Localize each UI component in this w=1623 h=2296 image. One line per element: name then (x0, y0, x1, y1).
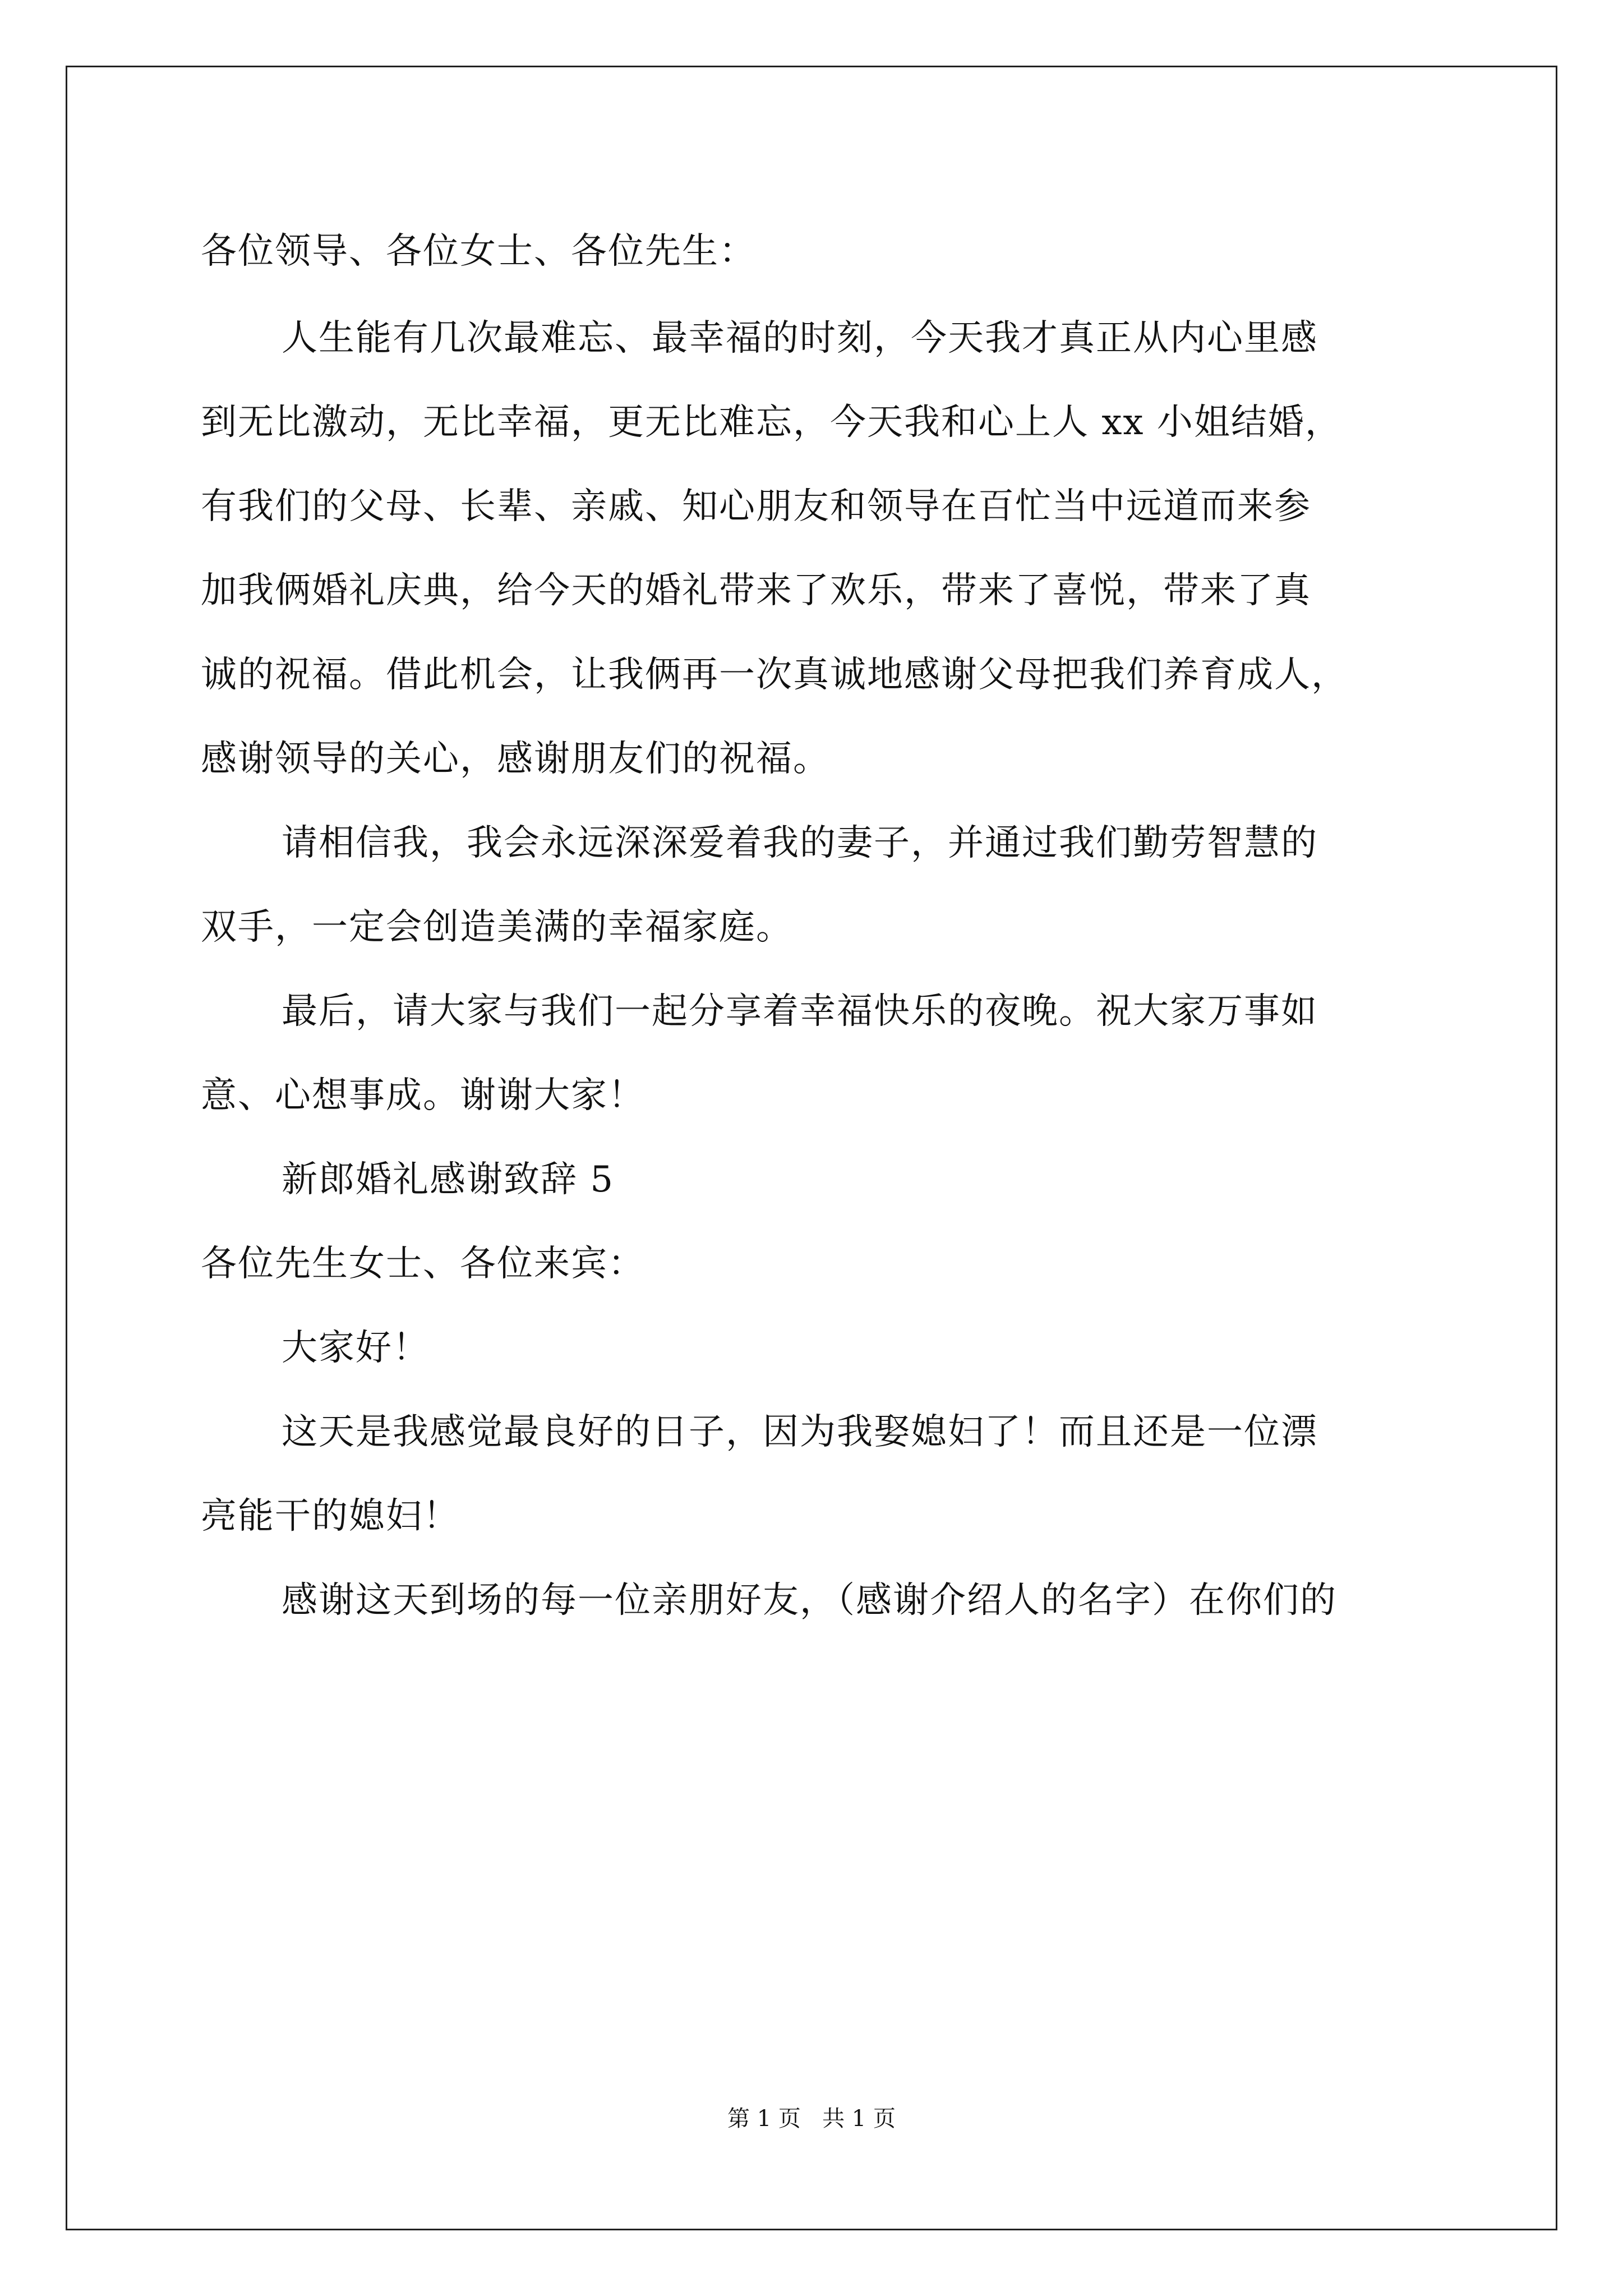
paragraph-line: 双手，一定会创造美满的幸福家庭。 (201, 907, 793, 948)
paragraph-line: 诚的祝福。借此机会，让我俩再一次真诚地感谢父母把我们养育成人， (201, 654, 1348, 696)
paragraph-line: 有我们的父母、长辈、亲戚、知心朋友和领导在百忙当中远道而来参 (201, 486, 1311, 527)
paragraph-line: 这天是我感觉最良好的日子，因为我娶媳妇了！而且还是一位漂 (282, 1411, 1318, 1453)
salutation-line: 各位先生女士、各位来宾： (201, 1243, 645, 1285)
paragraph-line: 到无比激动，无比幸福，更无比难忘，今天我和心上人 xx 小姐结婚， (201, 402, 1342, 443)
paragraph-line: 感谢这天到场的每一位亲朋好友，（感谢介绍人的名字）在你们的 (282, 1580, 1337, 1621)
page-border (66, 66, 1557, 2230)
page-number-footer: 第 1 页 共 1 页 (727, 2106, 896, 2132)
paragraph-line: 意、心想事成。谢谢大家！ (201, 1075, 645, 1116)
paragraph-line: 请相信我，我会永远深深爱着我的妻子，并通过我们勤劳智慧的 (282, 822, 1318, 864)
paragraph-line: 亮能干的媳妇！ (201, 1496, 460, 1537)
paragraph-line: 人生能有几次最难忘、最幸福的时刻，今天我才真正从内心里感 (282, 318, 1318, 359)
salutation-line: 各位领导、各位女士、各位先生： (201, 231, 756, 272)
paragraph-line: 感谢领导的关心，感谢朋友们的祝福。 (201, 738, 830, 780)
paragraph-line: 最后，请大家与我们一起分享着幸福快乐的夜晚。祝大家万事如 (282, 991, 1318, 1032)
paragraph-line: 大家好！ (282, 1327, 430, 1369)
paragraph-line: 加我俩婚礼庆典，给今天的婚礼带来了欢乐，带来了喜悦，带来了真 (201, 570, 1311, 611)
section-title: 新郎婚礼感谢致辞 5 (282, 1159, 615, 1200)
